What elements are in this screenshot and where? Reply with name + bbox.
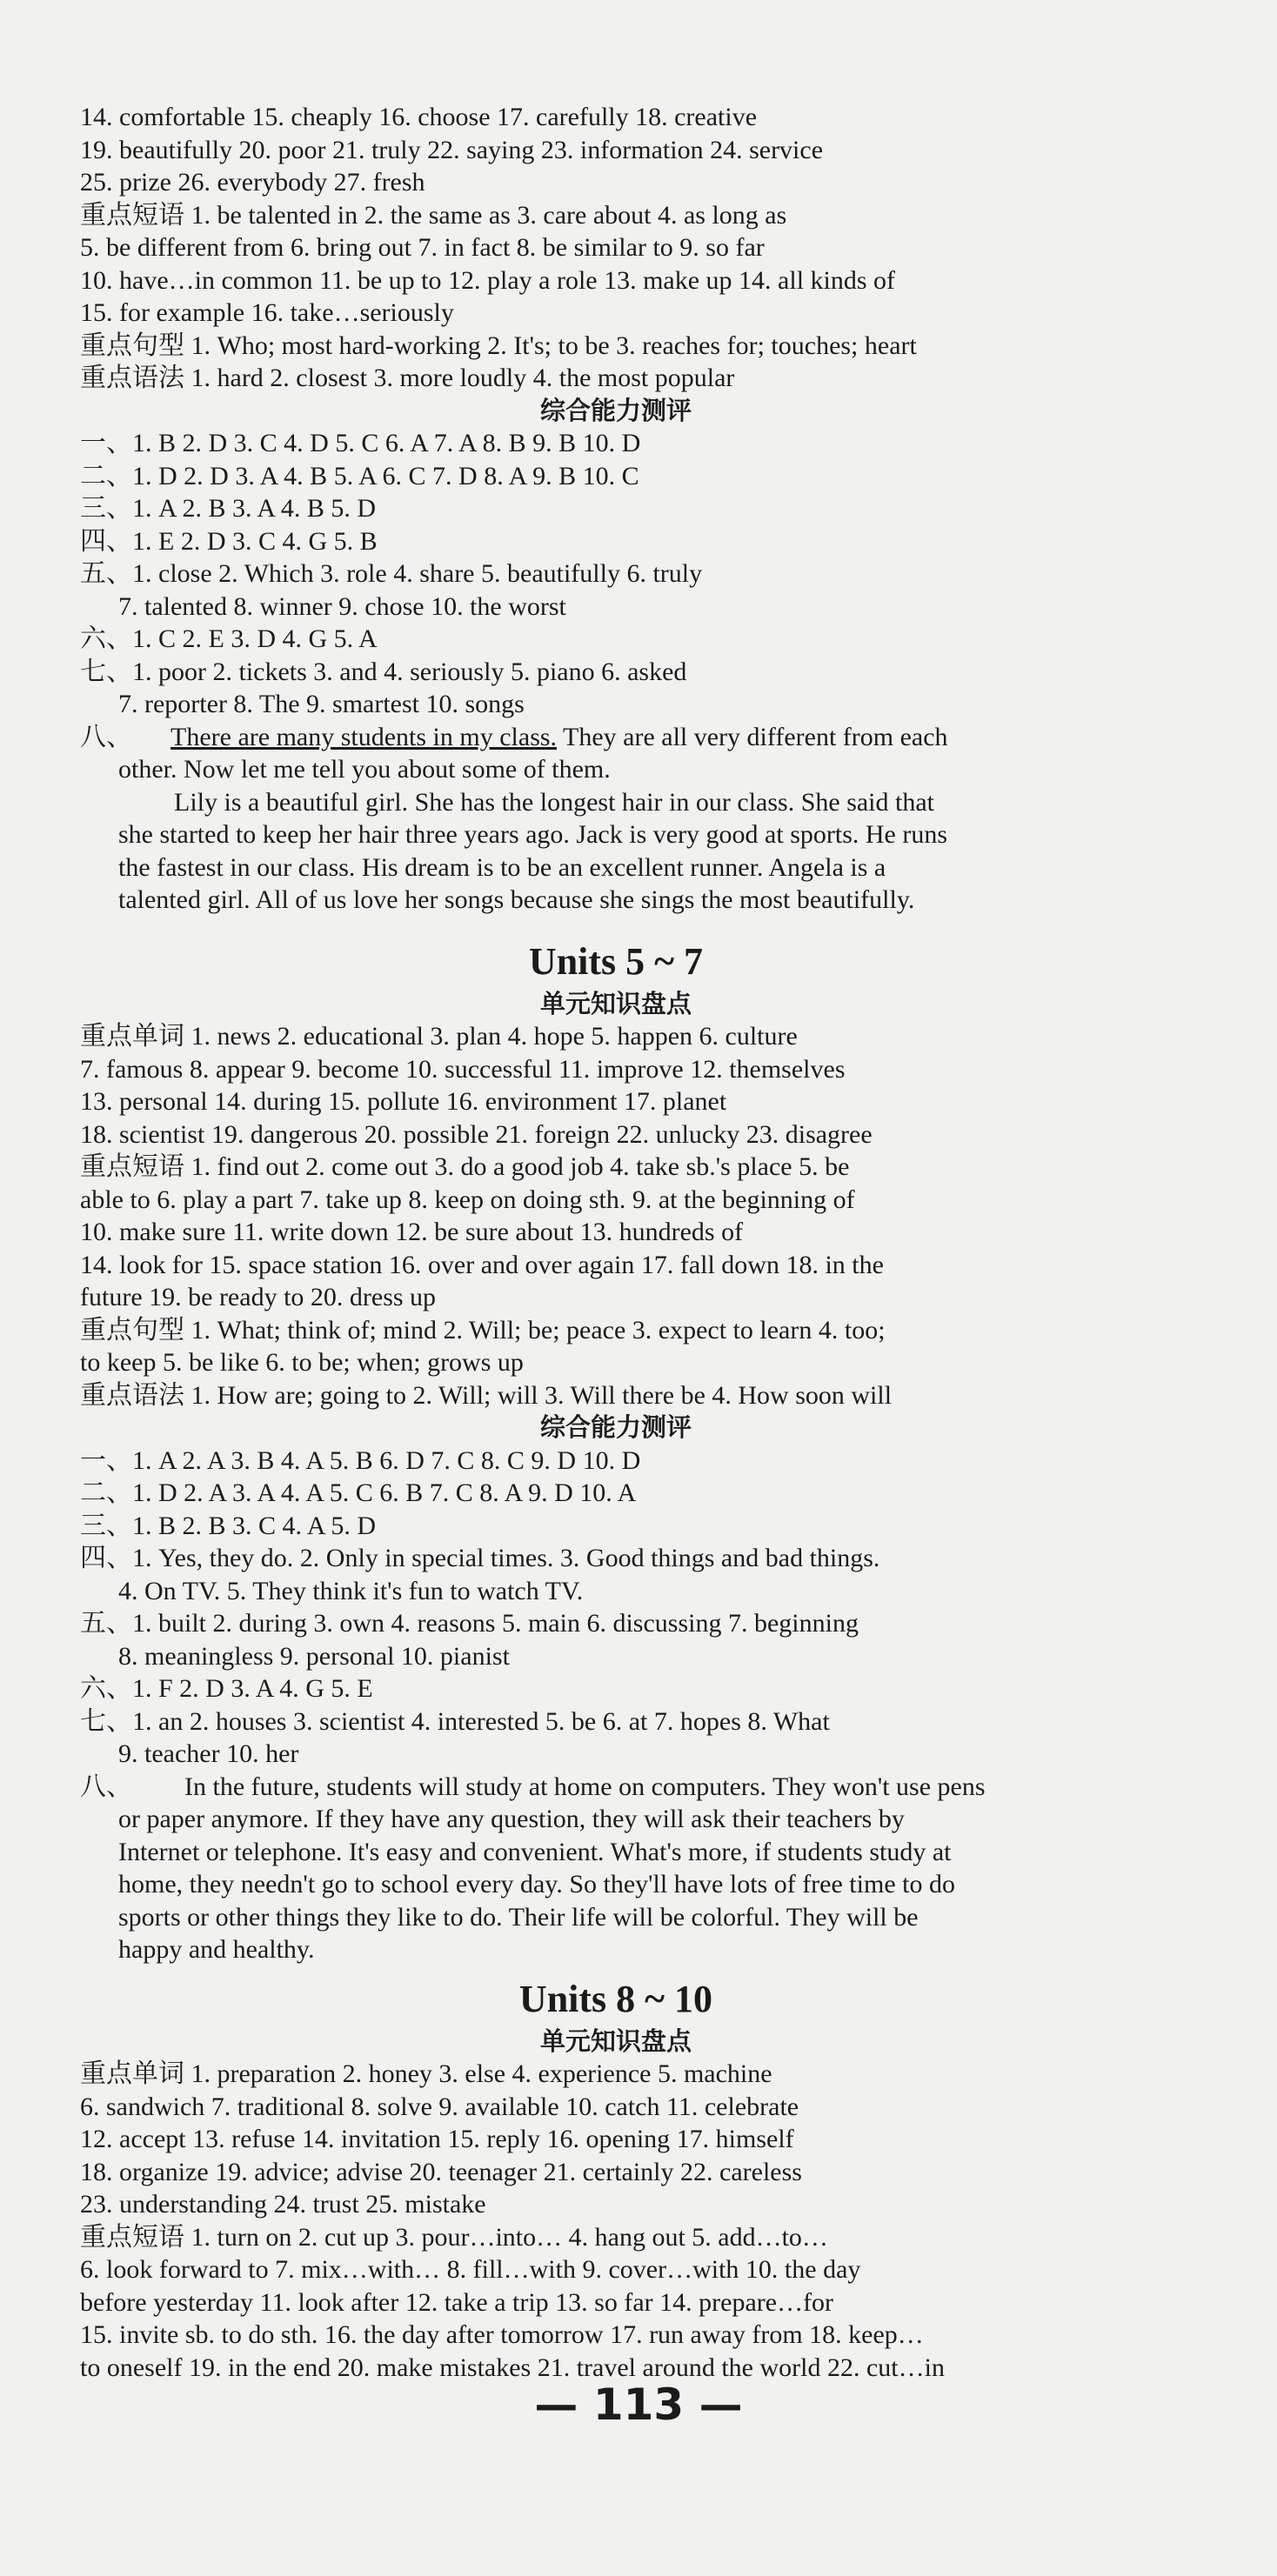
essay-line: happy and healthy. <box>118 1935 315 1964</box>
text-line: 8. meaningless 9. personal 10. pianist <box>118 1641 510 1671</box>
text-line: 18. organize 19. advice; advise 20. teenager 21. certainly 22. careless <box>80 2157 802 2186</box>
text-line: 13. personal 14. during 15. pollute 16. environment 17. planet <box>80 1087 727 1116</box>
text-line: 23. understanding 24. trust 25. mistake <box>80 2190 486 2219</box>
text-line: 9. teacher 10. her <box>118 1739 299 1768</box>
essay-underlined-sentence: There are many students in my class. <box>170 722 558 751</box>
text-line: 七、1. an 2. houses 3. scientist 4. interested 5. be 6. at 7. hopes 8. What <box>80 1706 830 1736</box>
text-line: able to 6. play a part 7. take up 8. keep on doing sth. 9. at the beginning of <box>80 1185 855 1214</box>
unit-title: Units 5 ~ 7 <box>528 939 704 983</box>
text-line: future 19. be ready to 20. dress up <box>80 1283 437 1311</box>
text-line: 4. On TV. 5. They think it's fun to watch TV. <box>118 1576 584 1605</box>
text-line: 一、1. B 2. D 3. C 4. D 5. C 6. A 7. A 8. B 9. B 10. D <box>80 429 641 457</box>
text-line: 7. famous 8. appear 9. become 10. successful 11. improve 12. themselves <box>80 1054 846 1084</box>
text-line: 重点语法 1. How are; going to 2. Will; will 3. Will there be 4. How soon will <box>80 1380 893 1410</box>
essay-label: 八、 <box>80 722 132 751</box>
text-line: 三、1. B 2. B 3. C 4. A 5. D <box>80 1511 377 1540</box>
essay-line: the fastest in our class. His dream is to be an excellent runner. Angela is a <box>118 852 886 882</box>
text-line: 14. comfortable 15. cheaply 16. choose 17. carefully 18. creative <box>80 103 758 131</box>
essay-first-line-rest: They are all very different from each <box>557 722 948 751</box>
text-line: 10. make sure 11. write down 12. be sure about 13. hundreds of <box>80 1218 744 1246</box>
text-line: 重点语法 1. hard 2. closest 3. more loudly 4. the most popular <box>80 364 735 392</box>
text-line: 六、1. F 2. D 3. A 4. G 5. E <box>80 1674 373 1703</box>
essay-line: or paper anymore. If they have any question, they will ask their teachers by <box>118 1805 905 1833</box>
text-line: 四、1. Yes, they do. 2. Only in special times. 3. Good things and bad things. <box>80 1544 880 1572</box>
section-heading: 综合能力测评 <box>539 395 692 425</box>
text-line: 重点短语 1. turn on 2. cut up 3. pour…into… 4. hang out 5. add…to… <box>80 2222 828 2252</box>
essay-line: In the future, students will study at home on computers. They won't use pens <box>184 1772 986 1801</box>
text-line: 重点单词 1. preparation 2. honey 3. else 4. experience 5. machine <box>80 2059 772 2088</box>
text-line: 六、1. C 2. E 3. D 4. G 5. A <box>80 624 378 653</box>
text-line: 6. look forward to 7. mix…with… 8. fill…with 9. cover…with 10. the day <box>80 2255 861 2284</box>
text-line: 三、1. A 2. B 3. A 4. B 5. D <box>80 494 377 523</box>
text-line: 七、1. poor 2. tickets 3. and 4. seriously 5. piano 6. asked <box>80 657 687 686</box>
text-line: 五、1. built 2. during 3. own 4. reasons 5. main 6. discussing 7. beginning <box>80 1609 859 1638</box>
essay-line: Internet or telephone. It's easy and convenient. What's more, if students study at <box>118 1837 952 1866</box>
essay-line: other. Now let me tell you about some of them. <box>118 755 611 784</box>
text-line: 一、1. A 2. A 3. B 4. A 5. B 6. D 7. C 8. C 9. D 10. D <box>80 1445 641 1475</box>
essay-first-line <box>80 1771 1152 1804</box>
text-line: 二、1. D 2. D 3. A 4. B 5. A 6. C 7. D 8. A 9. B 10. C <box>80 461 639 491</box>
answer-column <box>80 101 1152 2384</box>
essay-line: Lily is a beautiful girl. She has the longest hair in our class. She said that <box>174 787 934 817</box>
essay-line: home, they needn't go to school every day. So they'll have lots of free time to do <box>118 1870 955 1899</box>
text-line: 四、1. E 2. D 3. C 4. G 5. B <box>80 526 378 556</box>
unit-subtitle: 单元知识盘点 <box>539 988 692 1018</box>
essay-line: sports or other things they like to do. Their life will be colorful. They will be <box>118 1902 919 1932</box>
text-line: 18. scientist 19. dangerous 20. possible 21. foreign 22. unlucky 23. disagree <box>80 1119 873 1149</box>
text-line: 重点短语 1. find out 2. come out 3. do a good job 4. take sb.'s place 5. be <box>80 1152 850 1181</box>
text-line: 12. accept 13. refuse 14. invitation 15. reply 16. opening 17. himself <box>80 2125 794 2153</box>
text-line: 6. sandwich 7. traditional 8. solve 9. available 10. catch 11. celebrate <box>80 2092 799 2121</box>
text-line: 7. talented 8. winner 9. chose 10. the worst <box>118 591 566 621</box>
text-line: to oneself 19. in the end 20. make mistakes 21. travel around the world 22. cut…in <box>80 2352 945 2382</box>
page-number: — 113 — <box>534 2379 743 2430</box>
unit-subtitle: 单元知识盘点 <box>539 2025 692 2056</box>
text-line: 10. have…in common 11. be up to 12. play a role 13. make up 14. all kinds of <box>80 265 896 295</box>
text-line: 5. be different from 6. bring out 7. in fact 8. be similar to 9. so far <box>80 233 765 262</box>
text-line: 重点单词 1. news 2. educational 3. plan 4. hope 5. happen 6. culture <box>80 1022 798 1051</box>
text-line: 15. for example 16. take…seriously <box>80 298 454 327</box>
text-line: 7. reporter 8. The 9. smartest 10. songs <box>118 690 525 718</box>
text-line: 五、1. close 2. Which 3. role 4. share 5. beautifully 6. truly <box>80 559 703 588</box>
section-heading: 综合能力测评 <box>539 1412 692 1442</box>
text-line: before yesterday 11. look after 12. take a trip 13. so far 14. prepare…for <box>80 2287 834 2317</box>
text-line: 重点短语 1. be talented in 2. the same as 3. care about 4. as long as <box>80 200 787 230</box>
text-line: 重点句型 1. What; think of; mind 2. Will; be; peace 3. expect to learn 4. too; <box>80 1315 886 1345</box>
text-line: 19. beautifully 20. poor 21. truly 22. saying 23. information 24. service <box>80 135 824 164</box>
text-line: 25. prize 26. everybody 27. fresh <box>80 168 425 197</box>
essay-first-line <box>80 721 1152 754</box>
text-line: 重点句型 1. Who; most hard-working 2. It's; to be 3. reaches for; touches; heart <box>80 330 917 360</box>
text-line: 14. look for 15. space station 16. over and over again 17. fall down 18. in the <box>80 1250 884 1279</box>
text-line: to keep 5. be like 6. to be; when; grows up <box>80 1348 524 1377</box>
essay-line: she started to keep her hair three years ago. Jack is very good at sports. He runs <box>118 820 948 849</box>
essay-line: talented girl. All of us love her songs because she sings the most beautifully. <box>118 885 915 914</box>
text-line: 15. invite sb. to do sth. 16. the day after tomorrow 17. run away from 18. keep… <box>80 2320 924 2349</box>
text-line: 二、1. D 2. A 3. A 4. A 5. C 6. B 7. C 8. A 9. D 10. A <box>80 1478 637 1507</box>
unit-title: Units 8 ~ 10 <box>518 1977 713 2020</box>
essay-label: 八、 <box>80 1772 132 1801</box>
